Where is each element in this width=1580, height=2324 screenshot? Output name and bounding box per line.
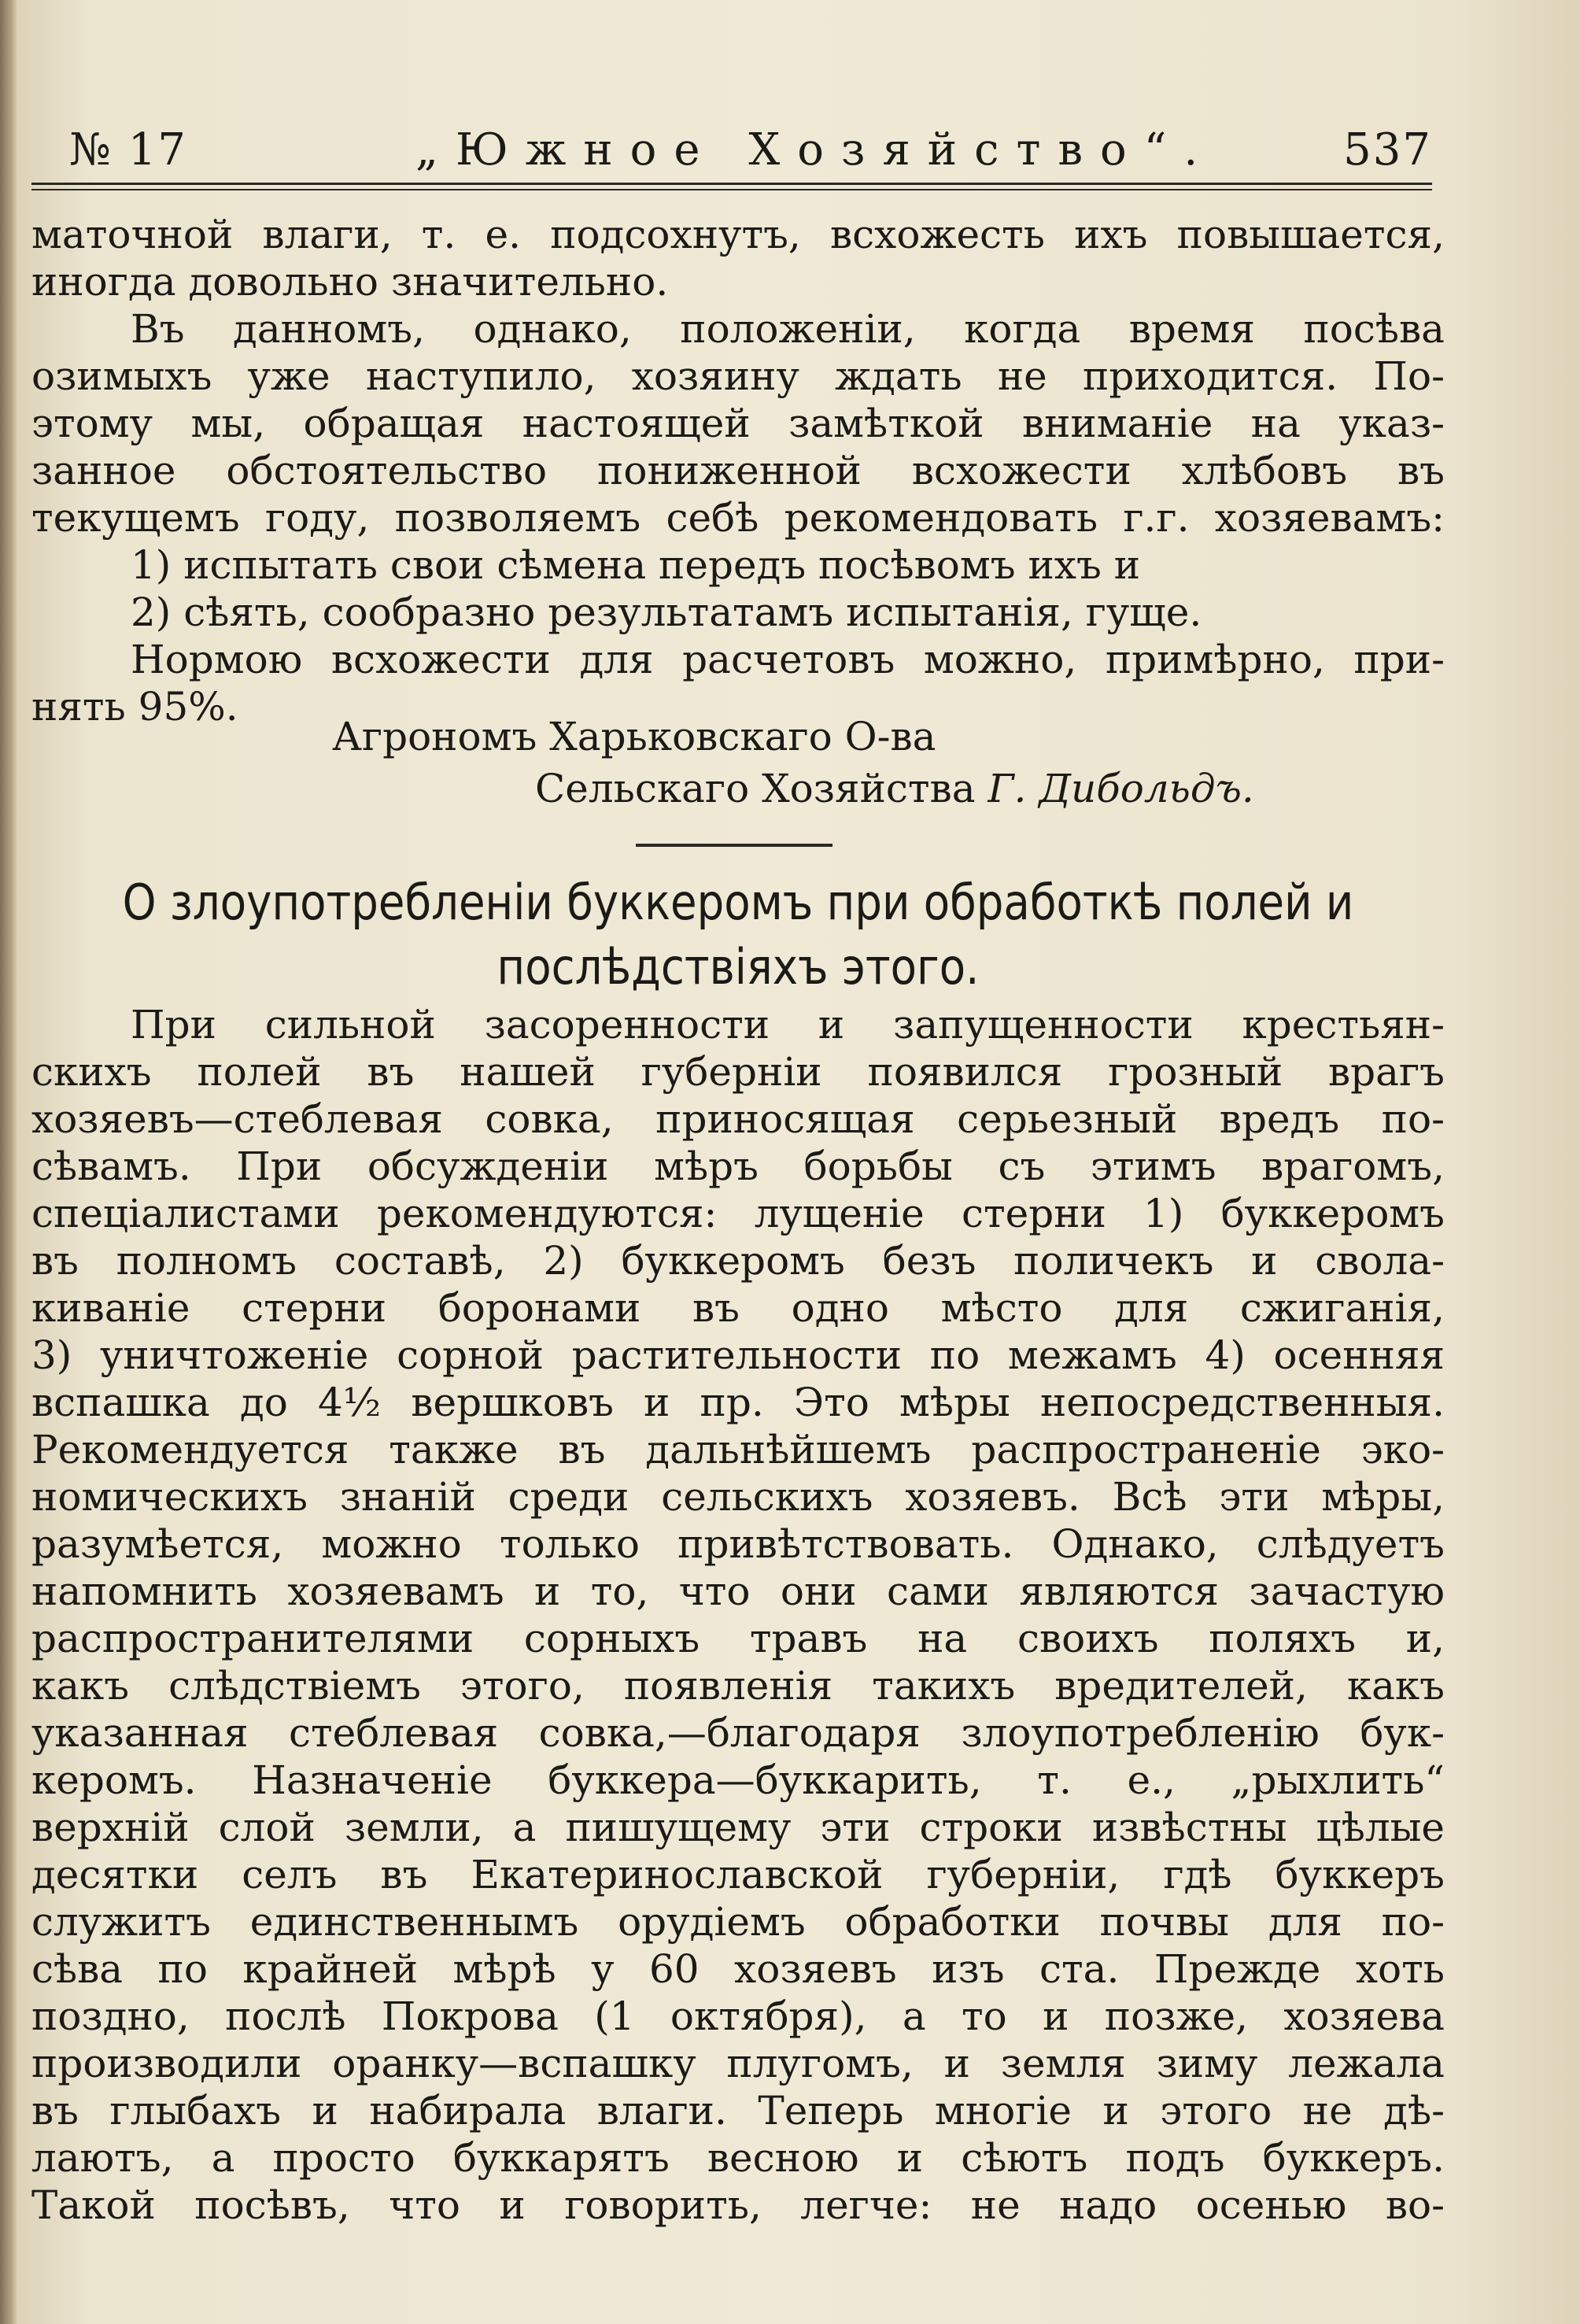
journal-title: „Южное Хозяйство“. xyxy=(415,124,1216,176)
page-number: 537 xyxy=(1343,124,1432,176)
article-body xyxy=(31,1001,1445,2229)
signature-society: Сельскаго Хозяйства xyxy=(535,766,976,811)
text-line: керомъ. Назначеніе буккера—буккарить, т. е., „рыхлить“ xyxy=(31,1757,1445,1803)
text-line: поздно, послѣ Покрова (1 октября), а то и позже, хозяева xyxy=(31,1993,1445,2039)
text-line: въ глыбахъ и набирала влаги. Теперь многіе и этого не дѣ- xyxy=(31,2088,1445,2134)
text-line: 1) испытать свои сѣмена передъ посѣвомъ ихъ и xyxy=(131,542,1141,588)
text-line: иногда довольно значительно. xyxy=(31,259,669,305)
article-title-line-2: послѣдствіяхъ этого. xyxy=(497,938,980,996)
header-rule-top xyxy=(31,183,1432,185)
text-line: какъ слѣдствіемъ этого, появленія такихъ вредителей, какъ xyxy=(31,1663,1445,1709)
text-line: производили оранку—вспашку плугомъ, и земля зиму лежала xyxy=(31,2041,1445,2086)
text-line: разумѣется, можно только привѣтствовать. Однако, слѣдуетъ xyxy=(31,1521,1445,1567)
text-line: Въ данномъ, однако, положеніи, когда время посѣва xyxy=(131,306,1445,352)
text-line: киваніе стерни боронами въ одно мѣсто для сжиганія, xyxy=(31,1285,1445,1331)
signature-author: Г. Дибольдъ. xyxy=(988,766,1254,811)
text-line: распространителями сорныхъ травъ на своихъ поляхъ и, xyxy=(31,1616,1445,1661)
text-line: занное обстоятельство пониженной всхожести хлѣбовъ въ xyxy=(31,448,1445,493)
continuation-text xyxy=(31,211,1445,730)
section-separator xyxy=(636,844,832,847)
text-line: текущемъ году, позволяемъ себѣ рекомендовать г.г. хозяевамъ: xyxy=(31,495,1445,541)
text-line: сѣва по крайней мѣрѣ у 60 хозяевъ изъ ста. Прежде хоть xyxy=(31,1946,1445,1992)
text-line: хозяевъ—стеблевая совка, приносящая серьезный вредъ по- xyxy=(31,1096,1445,1142)
running-header xyxy=(69,124,1432,179)
text-line: озимыхъ уже наступило, хозяину ждать не приходится. По- xyxy=(31,353,1445,399)
text-line: сѣвамъ. При обсужденіи мѣръ борьбы съ этимъ врагомъ, xyxy=(31,1144,1445,1189)
issue-number: № 17 xyxy=(69,124,188,176)
text-line: въ полномъ составѣ, 2) буккеромъ безъ поличекъ и свола- xyxy=(31,1238,1445,1284)
text-line: верхній слой земли, а пишущему эти строки извѣстны цѣлые xyxy=(31,1805,1445,1850)
book-spine-shadow xyxy=(0,0,17,2324)
signature-line-1: Агрономъ Харьковскаго О-ва xyxy=(332,714,936,759)
text-line: служитъ единственнымъ орудіемъ обработки почвы для по- xyxy=(31,1899,1445,1945)
text-line: десятки селъ въ Екатеринославской губерніи, гдѣ буккеръ xyxy=(31,1852,1445,1897)
text-line: При сильной засоренности и запущенности крестьян- xyxy=(131,1002,1445,1047)
text-line: 3) уничтоженіе сорной растительности по межамъ 4) осенняя xyxy=(31,1332,1445,1378)
signature-line-2 xyxy=(535,765,1254,812)
text-line: скихъ полей въ нашей губерніи появился грозный врагъ xyxy=(31,1049,1445,1095)
text-line: Такой посѣвъ, что и говорить, легче: не надо осенью во- xyxy=(31,2182,1445,2228)
article-title-line-1: О злоупотребленіи буккеромъ при обработкѣ полей и xyxy=(122,874,1354,931)
text-line: Рекомендуется также въ дальнѣйшемъ распространеніе эко- xyxy=(31,1427,1445,1472)
text-line: этому мы, обращая настоящей замѣткой вниманіе на указ- xyxy=(31,401,1445,446)
text-line: маточной влаги, т. е. подсохнутъ, всхожесть ихъ повышается, xyxy=(31,212,1445,257)
article-title xyxy=(31,870,1445,999)
text-line: спеціалистами рекомендуются: лущеніе стерни 1) буккеромъ xyxy=(31,1191,1445,1236)
text-line: нять 95%. xyxy=(31,684,238,730)
text-line: 2) сѣять, сообразно результатамъ испытанія, гуще. xyxy=(131,589,1202,635)
text-line: номическихъ знаній среди сельскихъ хозяевъ. Всѣ эти мѣры, xyxy=(31,1474,1445,1520)
text-line: указанная стеблевая совка,—благодаря злоупотребленію бук- xyxy=(31,1710,1445,1756)
header-rule-bottom xyxy=(31,189,1432,190)
text-line: напомнить хозяевамъ и то, что они сами являются зачастую xyxy=(31,1568,1445,1614)
text-line: Нормою всхожести для расчетовъ можно, примѣрно, при- xyxy=(131,637,1445,682)
text-line: вспашка до 4½ вершковъ и пр. Это мѣры непосредственныя. xyxy=(31,1380,1445,1425)
text-line: лаютъ, а просто буккарятъ весною и сѣютъ подъ буккеръ. xyxy=(31,2135,1445,2181)
